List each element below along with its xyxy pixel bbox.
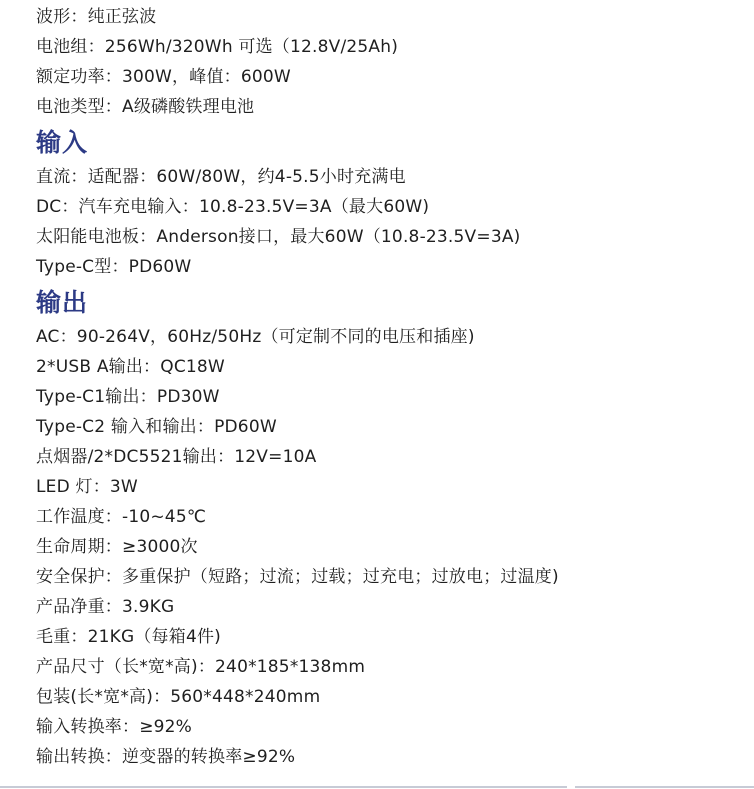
spec-battery-type: 电池类型：A级磷酸铁理电池 xyxy=(36,97,255,117)
output-usb-a: 2*USB A输出：QC18W xyxy=(36,357,225,377)
output-heading: 输出 xyxy=(36,288,89,317)
spec-output-efficiency: 输出转换：逆变器的转换率≥92% xyxy=(36,747,296,767)
output-led-light: LED 灯：3W xyxy=(36,477,138,497)
input-car-charging: DC：汽车充电输入：10.8-23.5V=3A（最大60W) xyxy=(36,197,430,217)
output-ac: AC：90-264V，60Hz/50Hz（可定制不同的电压和插座) xyxy=(36,327,475,347)
input-type-c: Type-C型：PD60W xyxy=(36,257,192,277)
spec-gross-weight: 毛重：21KG（每箱4件) xyxy=(36,627,222,647)
output-type-c2: Type-C2 输入和输出：PD60W xyxy=(36,417,277,437)
spec-safety-protection: 安全保护：多重保护（短路；过流；过载；过充电；过放电；过温度) xyxy=(36,567,559,587)
input-dc-adapter: 直流：适配器：60W/80W，约4-5.5小时充满电 xyxy=(36,167,406,187)
spec-battery-pack: 电池组：256Wh/320Wh 可选（12.8V/25Ah) xyxy=(36,37,399,57)
spec-rated-power: 额定功率：300W，峰值：600W xyxy=(36,67,291,87)
spec-cycle-life: 生命周期：≥3000次 xyxy=(36,537,198,557)
bottom-divider-left xyxy=(0,786,567,788)
spec-product-dimensions: 产品尺寸（长*宽*高)：240*185*138mm xyxy=(36,657,366,677)
spec-operating-temperature: 工作温度：-10~45℃ xyxy=(36,507,207,527)
spec-waveform: 波形：纯正弦波 xyxy=(36,7,157,27)
spec-input-efficiency: 输入转换率：≥92% xyxy=(36,717,193,737)
bottom-divider-right xyxy=(575,786,754,788)
output-cigarette-lighter: 点烟器/2*DC5521输出：12V=10A xyxy=(36,447,317,467)
spec-sheet xyxy=(36,0,736,772)
spec-net-weight: 产品净重：3.9KG xyxy=(36,597,175,617)
input-solar-panel: 太阳能电池板：Anderson接口，最大60W（10.8-23.5V=3A) xyxy=(36,227,521,247)
spec-package-dimensions: 包装(长*宽*高)：560*448*240mm xyxy=(36,687,321,707)
input-heading: 输入 xyxy=(36,128,89,157)
output-type-c1: Type-C1输出：PD30W xyxy=(36,387,220,407)
